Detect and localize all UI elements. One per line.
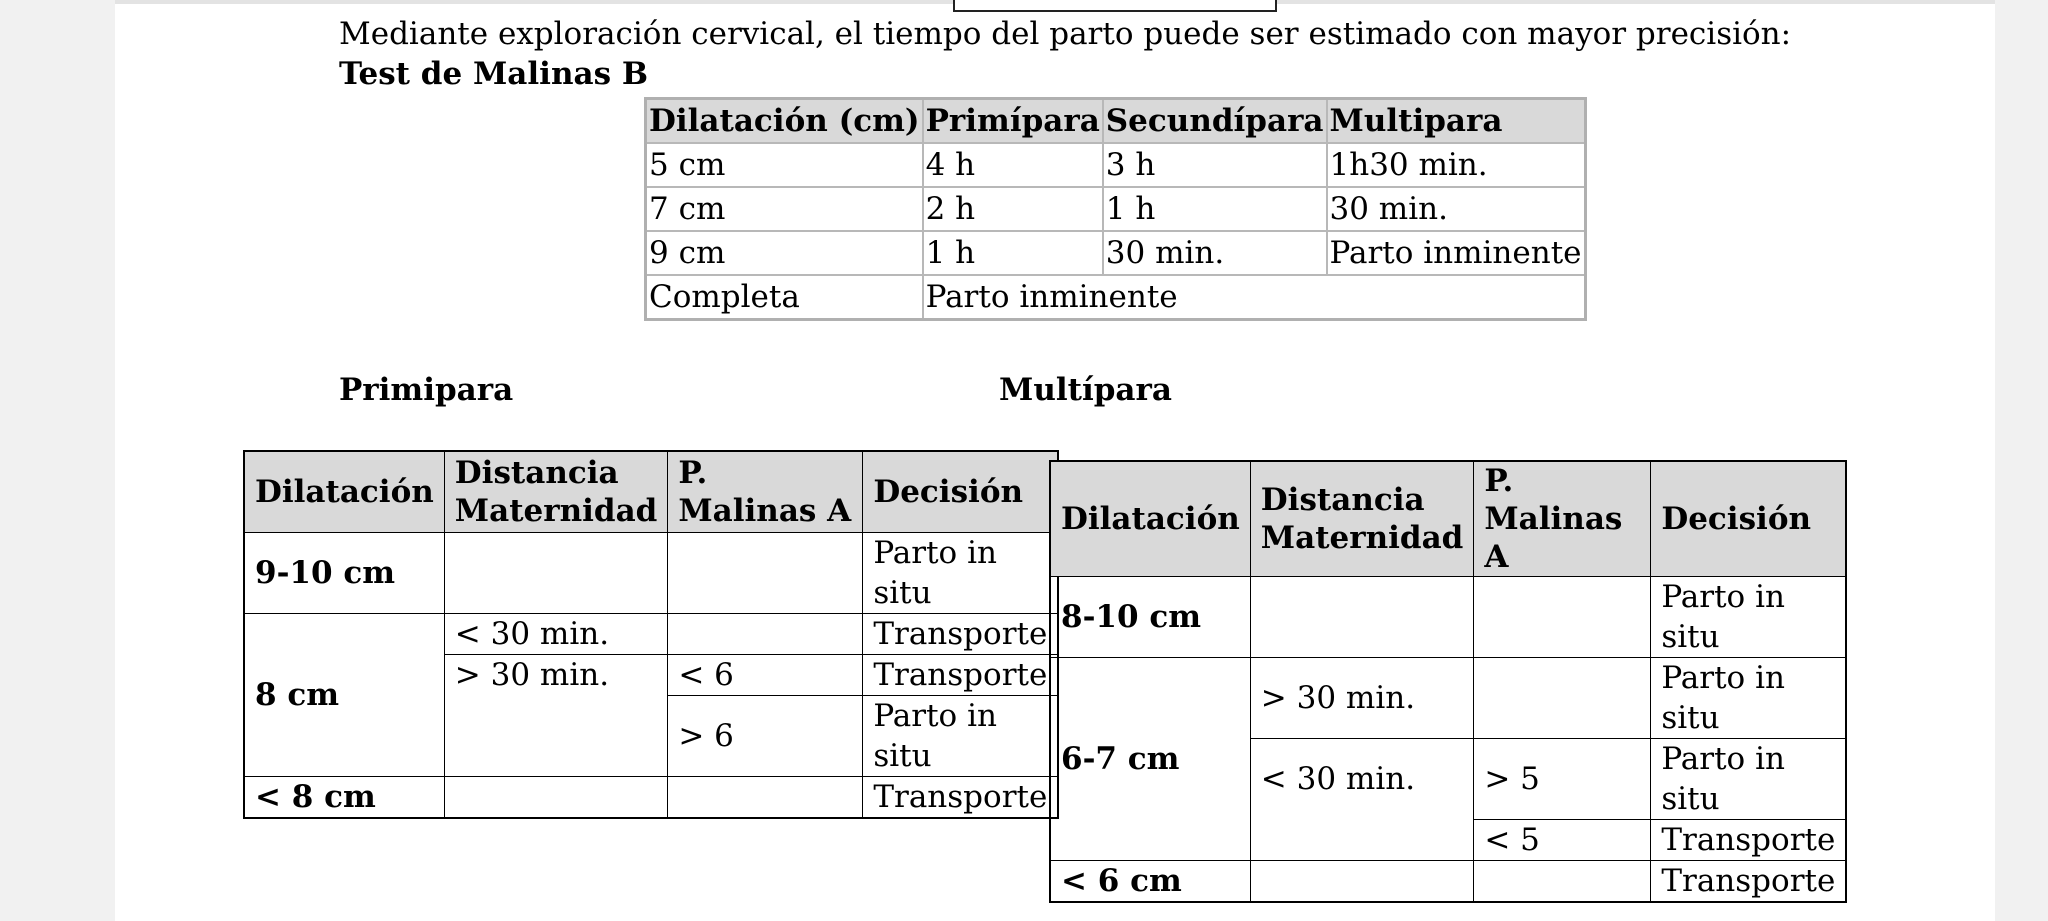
header-cell: Dilatación (cm) [646,99,923,144]
header-cell: Distancia Maternidad [444,451,668,533]
table-cell: 1h30 min. [1327,143,1586,187]
table-cell [1250,861,1474,903]
table-cell [1250,577,1474,658]
header-cell: P. Malinas A [1474,461,1651,577]
table-row [646,231,1586,275]
table-header-row [1050,461,1846,577]
table-cell: > 30 min. [1250,658,1474,739]
table-cell [444,533,668,614]
header-cell: Distancia Maternidad [1250,461,1474,577]
table-cell: > 30 min. [444,655,668,777]
table-header-row [646,99,1586,144]
table-header-row [244,451,1058,533]
table-cell: Completa [646,275,923,320]
table-cell: Transporte [863,777,1058,819]
table-cell: 9-10 cm [244,533,444,614]
table-cell: Transporte [1651,820,1846,861]
header-cell: P. Malinas A [668,451,863,533]
table-cell: 5 cm [646,143,923,187]
table-cell: 30 min. [1103,231,1327,275]
table-cell [1474,658,1651,739]
table-cell [668,533,863,614]
table-cell [668,777,863,819]
table-row [646,187,1586,231]
table-cell: 1 h [923,231,1103,275]
table-cell: Transporte [863,614,1058,655]
table-cell: 1 h [1103,187,1327,231]
table-cell: < 8 cm [244,777,444,819]
table-cell: Parto in situ [863,533,1058,614]
table-cell: Parto inminente [923,275,1585,320]
table-cell [668,614,863,655]
table-cell: 30 min. [1327,187,1586,231]
table-cell: 4 h [923,143,1103,187]
table-cell: > 6 [668,696,863,777]
table-cell: Parto inminente [1327,231,1586,275]
table-cell: 3 h [1103,143,1327,187]
table-cell: 9 cm [646,231,923,275]
table-cell [1474,861,1651,903]
malinas-b-title: Test de Malinas B [339,56,649,92]
table-row [244,533,1058,614]
primipara-table [243,450,1059,819]
previous-page-box-edge [953,0,1277,12]
table-row [1050,861,1846,903]
table-row [1050,658,1846,739]
primipara-title: Primipara [339,372,514,408]
table-row [244,614,1058,655]
header-cell: Dilatación [244,451,444,533]
table-cell: 8 cm [244,614,444,777]
table-cell [444,777,668,819]
table-row [646,275,1586,320]
malinas-b-table [644,97,1587,321]
table-cell: > 5 [1474,739,1651,820]
table-cell: Transporte [1651,861,1846,903]
table-cell: < 6 cm [1050,861,1250,903]
table-cell: < 30 min. [444,614,668,655]
table-cell: 6-7 cm [1050,658,1250,861]
header-cell: Decisión [1651,461,1846,577]
header-cell: Decisión [863,451,1058,533]
header-cell: Secundípara [1103,99,1327,144]
table-cell: Parto in situ [1651,658,1846,739]
table-cell: Parto in situ [1651,739,1846,820]
table-cell: Parto in situ [1651,577,1846,658]
table-cell: Transporte [863,655,1058,696]
table-row [646,143,1586,187]
header-cell: Dilatación [1050,461,1250,577]
intro-paragraph: Mediante exploración cervical, el tiempo del parto puede ser estimado con mayor precisión: [339,16,1792,52]
table-cell: 8-10 cm [1050,577,1250,658]
header-cell: Multipara [1327,99,1586,144]
table-cell: 7 cm [646,187,923,231]
header-cell: Primípara [923,99,1103,144]
table-cell: Parto in situ [863,696,1058,777]
table-row [244,777,1058,819]
table-cell: 2 h [923,187,1103,231]
table-cell: < 5 [1474,820,1651,861]
table-cell [1474,577,1651,658]
table-row [1050,577,1846,658]
multipara-title: Multípara [999,372,1172,408]
table-cell: < 6 [668,655,863,696]
table-cell: < 30 min. [1250,739,1474,861]
multipara-table [1049,460,1847,903]
